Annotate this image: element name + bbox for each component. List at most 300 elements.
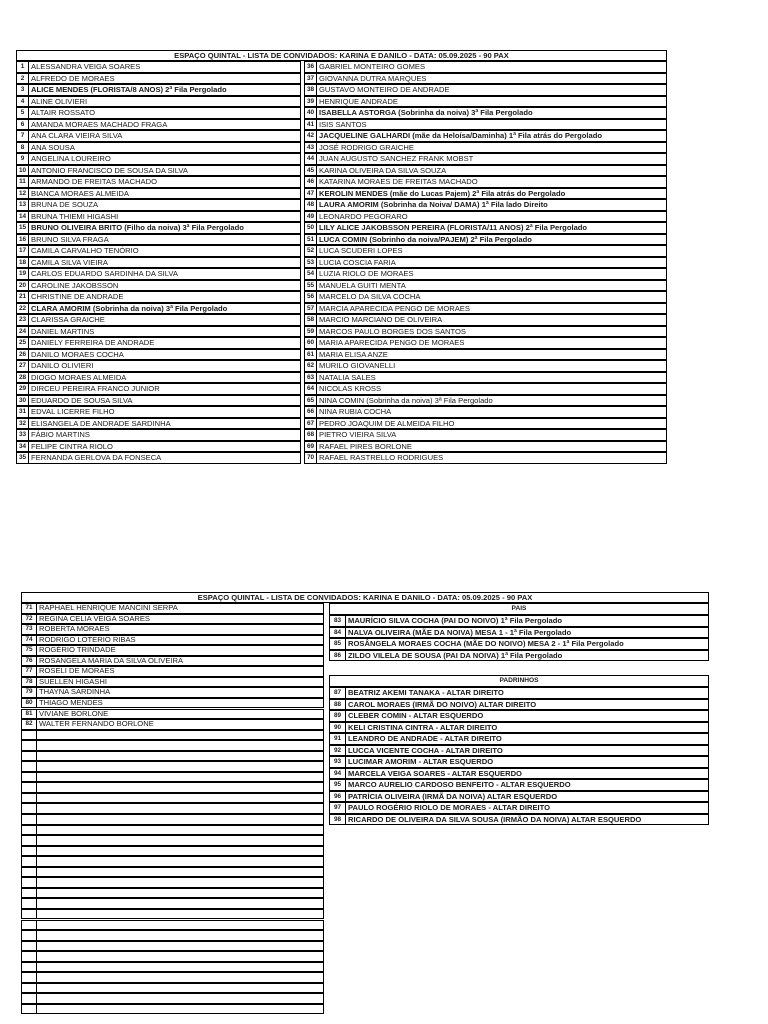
guest-row: [21, 719, 324, 730]
parent-row: [329, 627, 709, 639]
guest-name: [37, 846, 324, 857]
guest-name: HENRIQUE ANDRADE: [317, 96, 667, 108]
guest-name: DANIEL MARTINS: [29, 326, 301, 338]
guest-number: 41: [304, 119, 317, 131]
guest-name: BRUNA THIEMI HIGASHI: [29, 211, 301, 223]
empty-row: [21, 772, 324, 783]
guest-number: 38: [304, 84, 317, 96]
guest-number: 97: [329, 802, 346, 814]
guest-row: [304, 429, 667, 441]
guest-row: [16, 291, 301, 303]
guest-number: 93: [329, 756, 346, 768]
guest-name: CLEBER COMIN - ALTAR ESQUERDO: [346, 710, 709, 722]
guest-number: 67: [304, 418, 317, 430]
guest-number: 45: [304, 165, 317, 177]
guest-number: 83: [329, 615, 346, 627]
guest-number: 86: [329, 650, 346, 662]
guest-number: 73: [21, 624, 37, 635]
guest-row: [21, 635, 324, 646]
guest-row: [16, 452, 301, 464]
guest-number: 17: [16, 245, 29, 257]
guest-number: 85: [329, 638, 346, 650]
guest-number: 94: [329, 768, 346, 780]
guest-number: 25: [16, 337, 29, 349]
guest-name: DIRCEU PEREIRA FRANCO JUNIOR: [29, 383, 301, 395]
guest-name: DANILO MORAES COCHA: [29, 349, 301, 361]
guest-row: [16, 245, 301, 257]
guest-row: [16, 406, 301, 418]
guest-name: [37, 730, 324, 741]
guest-row: [16, 395, 301, 407]
guest-row: [16, 303, 301, 315]
guest-name: GABRIEL MONTEIRO GOMES: [317, 61, 667, 73]
parent-row: [329, 650, 709, 662]
guest-number: 2: [16, 73, 29, 85]
guest-number: 46: [304, 176, 317, 188]
guest-name: ALESSANDRA VEIGA SOARES: [29, 61, 301, 73]
guest-row: [16, 372, 301, 384]
guest-name: MARIA APARECIDA PENGO DE MORAES: [317, 337, 667, 349]
guest-row: [21, 687, 324, 698]
guest-name: ANA CLARA VIEIRA SILVA: [29, 130, 301, 142]
guest-number: 15: [16, 222, 29, 234]
guest-row: [304, 84, 667, 96]
guest-number: 34: [16, 441, 29, 453]
guest-row: [304, 199, 667, 211]
guest-row: [304, 383, 667, 395]
guest-number: 8: [16, 142, 29, 154]
godparent-row: [329, 814, 709, 826]
guest-row: [304, 61, 667, 73]
guest-number: 12: [16, 188, 29, 200]
guest-row: [21, 603, 324, 614]
guest-name: LUCA SCUDERI LOPES: [317, 245, 667, 257]
guest-name: ELISANGELA DE ANDRADE SARDINHA: [29, 418, 301, 430]
guest-row: [16, 211, 301, 223]
guest-name: VIVIANE BORLONE: [37, 709, 324, 720]
guest-number: [21, 941, 37, 952]
guest-row: [16, 176, 301, 188]
guest-row: [21, 698, 324, 709]
guest-number: 66: [304, 406, 317, 418]
guest-number: 33: [16, 429, 29, 441]
guest-name: NINA COMIN (Sobrinha da noiva) 3ª Fila Pergolado: [317, 395, 667, 407]
empty-row: [21, 962, 324, 973]
godparent-row: [329, 699, 709, 711]
guest-number: 92: [329, 745, 346, 757]
guest-name: MARCELO DA SILVA COCHA: [317, 291, 667, 303]
guest-number: [21, 920, 37, 931]
guest-number: 1: [16, 61, 29, 73]
guest-number: 96: [329, 791, 346, 803]
guest-row: [16, 130, 301, 142]
guest-number: 20: [16, 280, 29, 292]
guest-number: 50: [304, 222, 317, 234]
guest-number: 63: [304, 372, 317, 384]
guest-name: THIAGO MENDES: [37, 698, 324, 709]
guest-row: [16, 383, 301, 395]
guest-number: 29: [16, 383, 29, 395]
guest-row: [16, 165, 301, 177]
guest-name: JUAN AUGUSTO SANCHEZ FRANK MOBST: [317, 153, 667, 165]
guest-number: 40: [304, 107, 317, 119]
guest-row: [16, 153, 301, 165]
guest-name: [37, 740, 324, 751]
guest-name: ALFREDO DE MORAES: [29, 73, 301, 85]
guest-row: [304, 130, 667, 142]
guest-name: [37, 983, 324, 994]
guest-name: [37, 888, 324, 899]
guest-name: KATARINA MORAES DE FREITAS MACHADO: [317, 176, 667, 188]
guest-name: MANUELA GUITI MENTA: [317, 280, 667, 292]
guest-number: 23: [16, 314, 29, 326]
guest-number: [21, 951, 37, 962]
guest-number: 47: [304, 188, 317, 200]
guest-name: EDVAL LICERRE FILHO: [29, 406, 301, 418]
guest-name: GUSTAVO MONTEIRO DE ANDRADE: [317, 84, 667, 96]
guest-name: LUCA COMIN (Sobrinho da noiva/PAJEM) 2ª Fila Pergolado: [317, 234, 667, 246]
guest-name: CLARA AMORIM (Sobrinha da noiva) 3ª Fila Pergolado: [29, 303, 301, 315]
guest-name: DANILO OLIVIERI: [29, 360, 301, 372]
guest-number: 78: [21, 677, 37, 688]
guest-name: MARCOS PAULO BORGES DOS SANTOS: [317, 326, 667, 338]
guest-number: [21, 803, 37, 814]
empty-row: [21, 793, 324, 804]
guest-row: [16, 107, 301, 119]
godparent-row: [329, 733, 709, 745]
guest-name: ROBERTA MORAES: [37, 624, 324, 635]
guest-number: 18: [16, 257, 29, 269]
guest-name: RAFAEL RASTRELLO RODRIGUES: [317, 452, 667, 464]
empty-row: [21, 856, 324, 867]
guest-name: [37, 909, 324, 920]
guest-row: [304, 452, 667, 464]
guest-row: [304, 257, 667, 269]
guest-name: [37, 761, 324, 772]
guest-name: ISIS SANTOS: [317, 119, 667, 131]
guest-number: 28: [16, 372, 29, 384]
guest-row: [304, 372, 667, 384]
guest-number: 19: [16, 268, 29, 280]
guest-name: MARCIA APARECIDA PENGO DE MORAES: [317, 303, 667, 315]
guest-number: 71: [21, 603, 37, 614]
guest-number: 53: [304, 257, 317, 269]
guest-row: [304, 107, 667, 119]
guest-name: PATRÍCIA OLIVEIRA (IRMÃ DA NOIVA) ALTAR ESQUERDO: [346, 791, 709, 803]
guest-number: 49: [304, 211, 317, 223]
guest-name: SUELLEN HIGASHI: [37, 677, 324, 688]
empty-row: [21, 888, 324, 899]
guest-row: [21, 624, 324, 635]
guest-row: [16, 257, 301, 269]
guest-name: JACQUELINE GALHARDI (mãe da Heloísa/Daminha) 1ª Fila atrás do Pergolado: [317, 130, 667, 142]
guest-name: BEATRIZ AKEMI TANAKA - ALTAR DIREITO: [346, 687, 709, 699]
guest-number: 36: [304, 61, 317, 73]
guest-row: [21, 677, 324, 688]
empty-row: [21, 972, 324, 983]
guest-number: [21, 877, 37, 888]
guest-name: REGINA CELIA VEIGA SOARES: [37, 614, 324, 625]
guest-row: [16, 326, 301, 338]
godparent-row: [329, 791, 709, 803]
guest-name: [37, 867, 324, 878]
guest-number: 84: [329, 627, 346, 639]
empty-row: [21, 1004, 324, 1015]
guest-name: LUCCA VICENTE COCHA - ALTAR DIREITO: [346, 745, 709, 757]
guest-number: [21, 1004, 37, 1015]
empty-row: [21, 825, 324, 836]
guest-row: [304, 188, 667, 200]
guest-name: [37, 835, 324, 846]
guest-name: MURILO GIOVANELLI: [317, 360, 667, 372]
guest-row: [304, 211, 667, 223]
guest-number: 13: [16, 199, 29, 211]
empty-row: [21, 782, 324, 793]
guest-name: [37, 751, 324, 762]
empty-row: [21, 993, 324, 1004]
guest-row: [304, 280, 667, 292]
guest-row: [304, 349, 667, 361]
godparent-row: [329, 687, 709, 699]
guest-number: 11: [16, 176, 29, 188]
guest-row: [16, 418, 301, 430]
godparent-row: [329, 802, 709, 814]
guest-name: WALTER FERNANDO BORLONE: [37, 719, 324, 730]
guest-name: CLARISSA GRAICHE: [29, 314, 301, 326]
guest-number: 88: [329, 699, 346, 711]
guest-number: 7: [16, 130, 29, 142]
guest-row: [304, 119, 667, 131]
guest-name: [37, 898, 324, 909]
guest-number: 64: [304, 383, 317, 395]
guest-name: KELI CRISTINA CINTRA - ALTAR DIREITO: [346, 722, 709, 734]
guest-row: [16, 314, 301, 326]
guest-name: THAYNA SARDINHA: [37, 687, 324, 698]
guest-row: [304, 245, 667, 257]
guest-number: 70: [304, 452, 317, 464]
guest-number: 48: [304, 199, 317, 211]
guest-name: LEANDRO DE ANDRADE - ALTAR DIREITO: [346, 733, 709, 745]
guest-name: NICOLAS KROSS: [317, 383, 667, 395]
guest-name: RODRIGO LOTERIO RIBAS: [37, 635, 324, 646]
godparent-row: [329, 722, 709, 734]
guest-number: 65: [304, 395, 317, 407]
guest-name: ALICE MENDES (FLORISTA/8 ANOS) 2ª Fila Pergolado: [29, 84, 301, 96]
guest-number: 61: [304, 349, 317, 361]
guest-row: [21, 709, 324, 720]
guest-number: 3: [16, 84, 29, 96]
guest-row: [304, 337, 667, 349]
guest-name: ROGÉRIO TRINDADE: [37, 645, 324, 656]
guest-row: [304, 303, 667, 315]
godparent-row: [329, 779, 709, 791]
guest-name: PAULO ROGÉRIO RIOLO DE MORAES - ALTAR DIREITO: [346, 802, 709, 814]
guest-number: [21, 983, 37, 994]
guest-number: 31: [16, 406, 29, 418]
guest-row: [304, 441, 667, 453]
guest-name: LEONARDO PEGORARO: [317, 211, 667, 223]
guest-number: 80: [21, 698, 37, 709]
empty-row: [21, 898, 324, 909]
guest-row: [16, 349, 301, 361]
guest-number: 55: [304, 280, 317, 292]
empty-row: [21, 761, 324, 772]
padrinhos-heading: PADRINHOS: [329, 675, 709, 687]
guest-number: 74: [21, 635, 37, 646]
guest-name: [37, 803, 324, 814]
empty-row: [21, 846, 324, 857]
guest-name: [37, 772, 324, 783]
guest-number: [21, 962, 37, 973]
guest-number: 35: [16, 452, 29, 464]
guest-row: [304, 314, 667, 326]
guest-name: [37, 930, 324, 941]
guest-row: [304, 96, 667, 108]
empty-row: [21, 803, 324, 814]
guest-row: [16, 84, 301, 96]
guest-row: [304, 222, 667, 234]
guest-row: [304, 176, 667, 188]
guest-number: 79: [21, 687, 37, 698]
empty-row: [21, 740, 324, 751]
guest-number: 60: [304, 337, 317, 349]
guest-number: 21: [16, 291, 29, 303]
guest-row: [16, 268, 301, 280]
guest-row: [16, 73, 301, 85]
guest-name: [37, 877, 324, 888]
guest-name: MARIA ELISA ANZE: [317, 349, 667, 361]
guest-name: JOSÉ RODRIGO GRAICHE: [317, 142, 667, 154]
guest-number: [21, 867, 37, 878]
guest-name: ISABELLA ASTORGA (Sobrinha da noiva) 3ª Fila Pergolado: [317, 107, 667, 119]
guest-name: DANIELY FERREIRA DE ANDRADE: [29, 337, 301, 349]
guest-number: 81: [21, 709, 37, 720]
guest-name: FÁBIO MARTINS: [29, 429, 301, 441]
guest-name: LILY ALICE JAKOBSSON PEREIRA (FLORISTA/11 ANOS) 2ª Fila Pergolado: [317, 222, 667, 234]
guest-number: 39: [304, 96, 317, 108]
guest-row: [16, 441, 301, 453]
guest-number: 44: [304, 153, 317, 165]
guest-number: 89: [329, 710, 346, 722]
guest-row: [16, 337, 301, 349]
guest-name: MAURÍCIO SILVA COCHA (PAI DO NOIVO) 1ª Fila Pergolado: [346, 615, 709, 627]
guest-number: 32: [16, 418, 29, 430]
guest-row: [16, 234, 301, 246]
guest-name: AMANDA MORAES MACHADO FRAGA: [29, 119, 301, 131]
parent-row: [329, 615, 709, 627]
guest-name: PIETRO VIEIRA SILVA: [317, 429, 667, 441]
guest-row: [304, 234, 667, 246]
guest-number: [21, 793, 37, 804]
guest-number: 91: [329, 733, 346, 745]
guest-name: ROSELI DE MORAES: [37, 666, 324, 677]
guest-name: ANTONIO FRANCISCO DE SOUSA DA SILVA: [29, 165, 301, 177]
guest-name: FERNANDA GERLOVA DA FONSECA: [29, 452, 301, 464]
pais-heading: PAIS: [329, 603, 709, 615]
guest-number: 69: [304, 441, 317, 453]
guest-row: [304, 326, 667, 338]
guest-name: LUCIMAR AMORIM - ALTAR ESQUERDO: [346, 756, 709, 768]
guest-name: NALVA OLIVEIRA (MÃE DA NOIVA) MESA 1 - 1ª Fila Pergolado: [346, 627, 709, 639]
guest-number: [21, 751, 37, 762]
guest-number: [21, 888, 37, 899]
guest-name: ANA SOUSA: [29, 142, 301, 154]
guest-name: BRUNA DE SOUZA: [29, 199, 301, 211]
guest-number: 51: [304, 234, 317, 246]
guest-number: 26: [16, 349, 29, 361]
guest-name: ALINE OLIVIERI: [29, 96, 301, 108]
guest-name: ZILDO VILELA DE SOUSA (PAI DA NOIVA) 1ª Fila Pergolado: [346, 650, 709, 662]
guest-name: MARCELA VEIGA SOARES - ALTAR ESQUERDO: [346, 768, 709, 780]
guest-number: [21, 993, 37, 1004]
guest-number: [21, 761, 37, 772]
guest-row: [304, 153, 667, 165]
guest-name: ROSANGELA MARIA DA SILVA OLIVEIRA: [37, 656, 324, 667]
guest-number: 22: [16, 303, 29, 315]
guest-row: [21, 614, 324, 625]
guest-name: [37, 993, 324, 1004]
guest-number: 75: [21, 645, 37, 656]
godparent-row: [329, 745, 709, 757]
godparent-row: [329, 756, 709, 768]
guest-number: 68: [304, 429, 317, 441]
guest-number: 58: [304, 314, 317, 326]
guest-number: 95: [329, 779, 346, 791]
guest-name: GIOVANNA DUTRA MARQUES: [317, 73, 667, 85]
guest-row: [16, 119, 301, 131]
guest-name: [37, 856, 324, 867]
guest-name: KEROLIN MENDES (mãe do Lucas Pajem) 2ª Fila atrás do Pergolado: [317, 188, 667, 200]
guest-row: [16, 360, 301, 372]
guest-number: 57: [304, 303, 317, 315]
empty-row: [21, 983, 324, 994]
guest-number: 30: [16, 395, 29, 407]
guest-name: LAURA AMORIM (Sobrinha da Noiva/ DAMA) 1ª Fila lado Direito: [317, 199, 667, 211]
guest-name: NINA RUBIA COCHA: [317, 406, 667, 418]
guest-name: NATALIA SALES: [317, 372, 667, 384]
guest-name: [37, 941, 324, 952]
guest-number: [21, 782, 37, 793]
guest-name: CAROL MORAES (IRMÃ DO NOIVO) ALTAR DIREITO: [346, 699, 709, 711]
guest-name: RICARDO DE OLIVEIRA DA SILVA SOUSA (IRMÃO DA NOIVA) ALTAR ESQUERDO: [346, 814, 709, 826]
guest-number: 42: [304, 130, 317, 142]
guest-number: [21, 898, 37, 909]
guest-name: LUZIA RIOLO DE MORAES: [317, 268, 667, 280]
guest-row: [304, 165, 667, 177]
guest-name: [37, 1004, 324, 1015]
guest-number: 10: [16, 165, 29, 177]
guest-number: 37: [304, 73, 317, 85]
guest-name: RAPHAEL HENRIQUE MANCINI SERPA: [37, 603, 324, 614]
parent-row: [329, 638, 709, 650]
guest-name: LUCIA COSCIA FARIA: [317, 257, 667, 269]
guest-name: ANGELINA LOUREIRO: [29, 153, 301, 165]
guest-number: [21, 930, 37, 941]
guest-row: [16, 188, 301, 200]
guest-row: [16, 199, 301, 211]
guest-row: [21, 656, 324, 667]
guest-number: [21, 825, 37, 836]
guest-name: [37, 825, 324, 836]
guest-number: 56: [304, 291, 317, 303]
guest-number: [21, 835, 37, 846]
guest-number: [21, 814, 37, 825]
guest-row: [304, 360, 667, 372]
guest-name: BRUNO OLIVEIRA BRITO (Filho da noiva) 3ª Fila Pergolado: [29, 222, 301, 234]
guest-number: 98: [329, 814, 346, 826]
guest-name: CHRISTINE DE ANDRADE: [29, 291, 301, 303]
empty-row: [21, 930, 324, 941]
